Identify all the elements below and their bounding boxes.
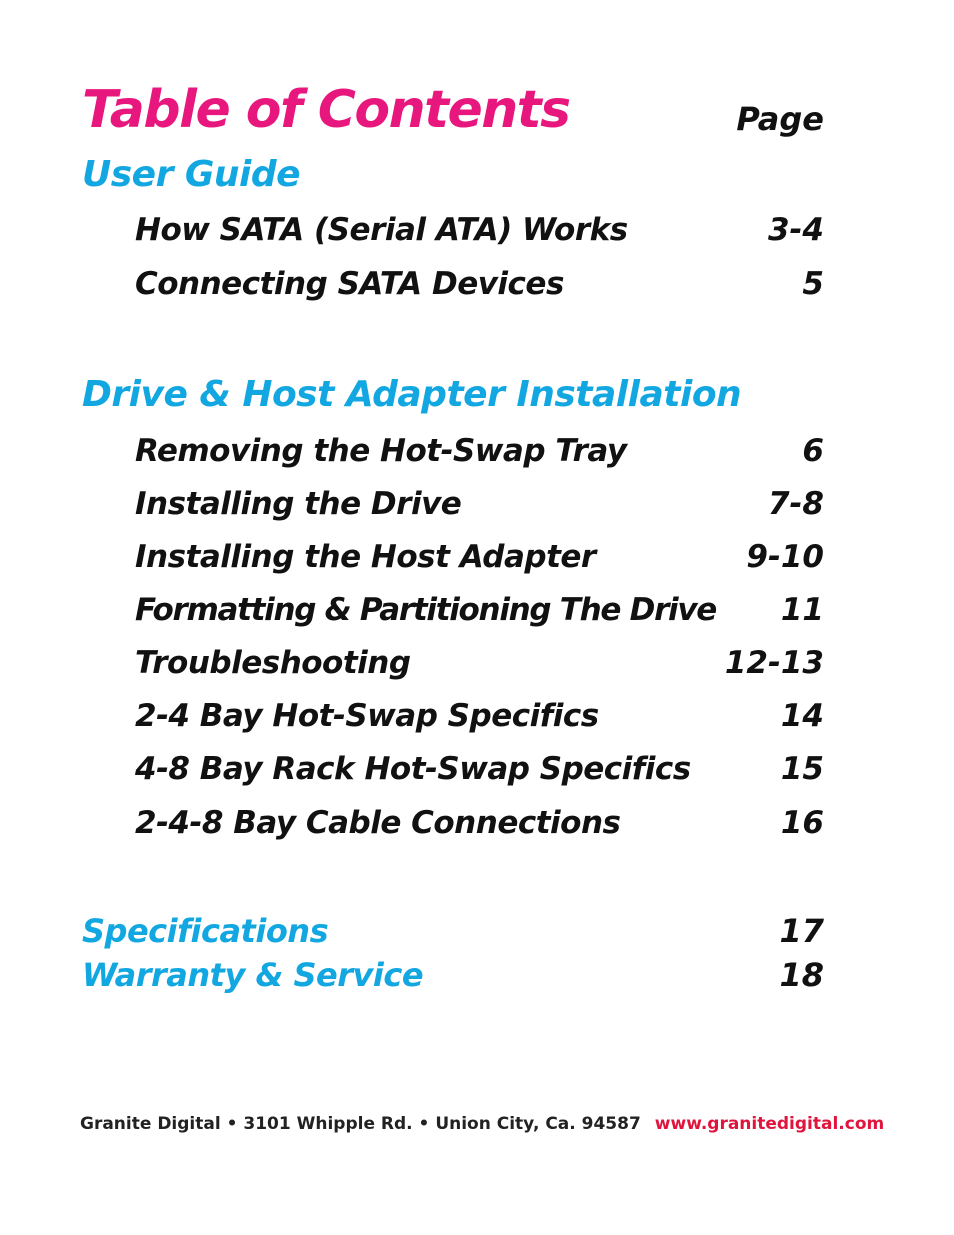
toc-entry-label: How SATA (Serial ATA) Works xyxy=(135,212,628,248)
toc-entry-page: 18 xyxy=(779,956,824,994)
toc-entry-label: Installing the Drive xyxy=(135,486,462,522)
page-column-label: Page xyxy=(736,100,824,138)
footer-url-link[interactable]: www.granitedigital.com xyxy=(654,1114,885,1134)
toc-entry-page: 9-10 xyxy=(746,539,824,575)
toc-entry-page: 3-4 xyxy=(767,212,824,248)
toc-entry-label: 2-4-8 Bay Cable Connections xyxy=(135,805,621,841)
toc-entry-label: 4-8 Bay Rack Hot-Swap Specifics xyxy=(135,751,691,787)
toc-entry-page: 12-13 xyxy=(724,645,824,681)
toc-entry-page: 14 xyxy=(780,698,824,734)
footer-address: Granite Digital • 3101 Whipple Rd. • Union City, Ca. 94587 xyxy=(80,1114,641,1134)
toc-entry-label: Removing the Hot-Swap Tray xyxy=(135,433,627,469)
section-heading-user-guide: User Guide xyxy=(82,154,301,195)
page-title: Table of Contents xyxy=(82,80,570,140)
section-heading-installation: Drive & Host Adapter Installation xyxy=(82,374,742,415)
footer xyxy=(80,1114,884,1134)
toc-entry-page: 15 xyxy=(780,751,824,787)
toc-entry-page: 6 xyxy=(802,433,824,469)
toc-entry-label: Formatting & Partitioning The Drive xyxy=(135,592,717,628)
toc-entry-page: 17 xyxy=(779,912,824,950)
section-heading-warranty: Warranty & Service xyxy=(82,956,424,994)
toc-entry-label: Troubleshooting xyxy=(135,645,411,681)
toc-entry-label: Installing the Host Adapter xyxy=(135,539,596,575)
toc-entry-page: 5 xyxy=(802,266,824,302)
toc-entry-label: Connecting SATA Devices xyxy=(135,266,564,302)
toc-entry-page: 11 xyxy=(780,592,824,628)
toc-entry-page: 16 xyxy=(780,805,824,841)
section-heading-specifications: Specifications xyxy=(82,912,329,950)
toc-entry-label: 2-4 Bay Hot-Swap Specifics xyxy=(135,698,599,734)
toc-entry-page: 7-8 xyxy=(767,486,824,522)
